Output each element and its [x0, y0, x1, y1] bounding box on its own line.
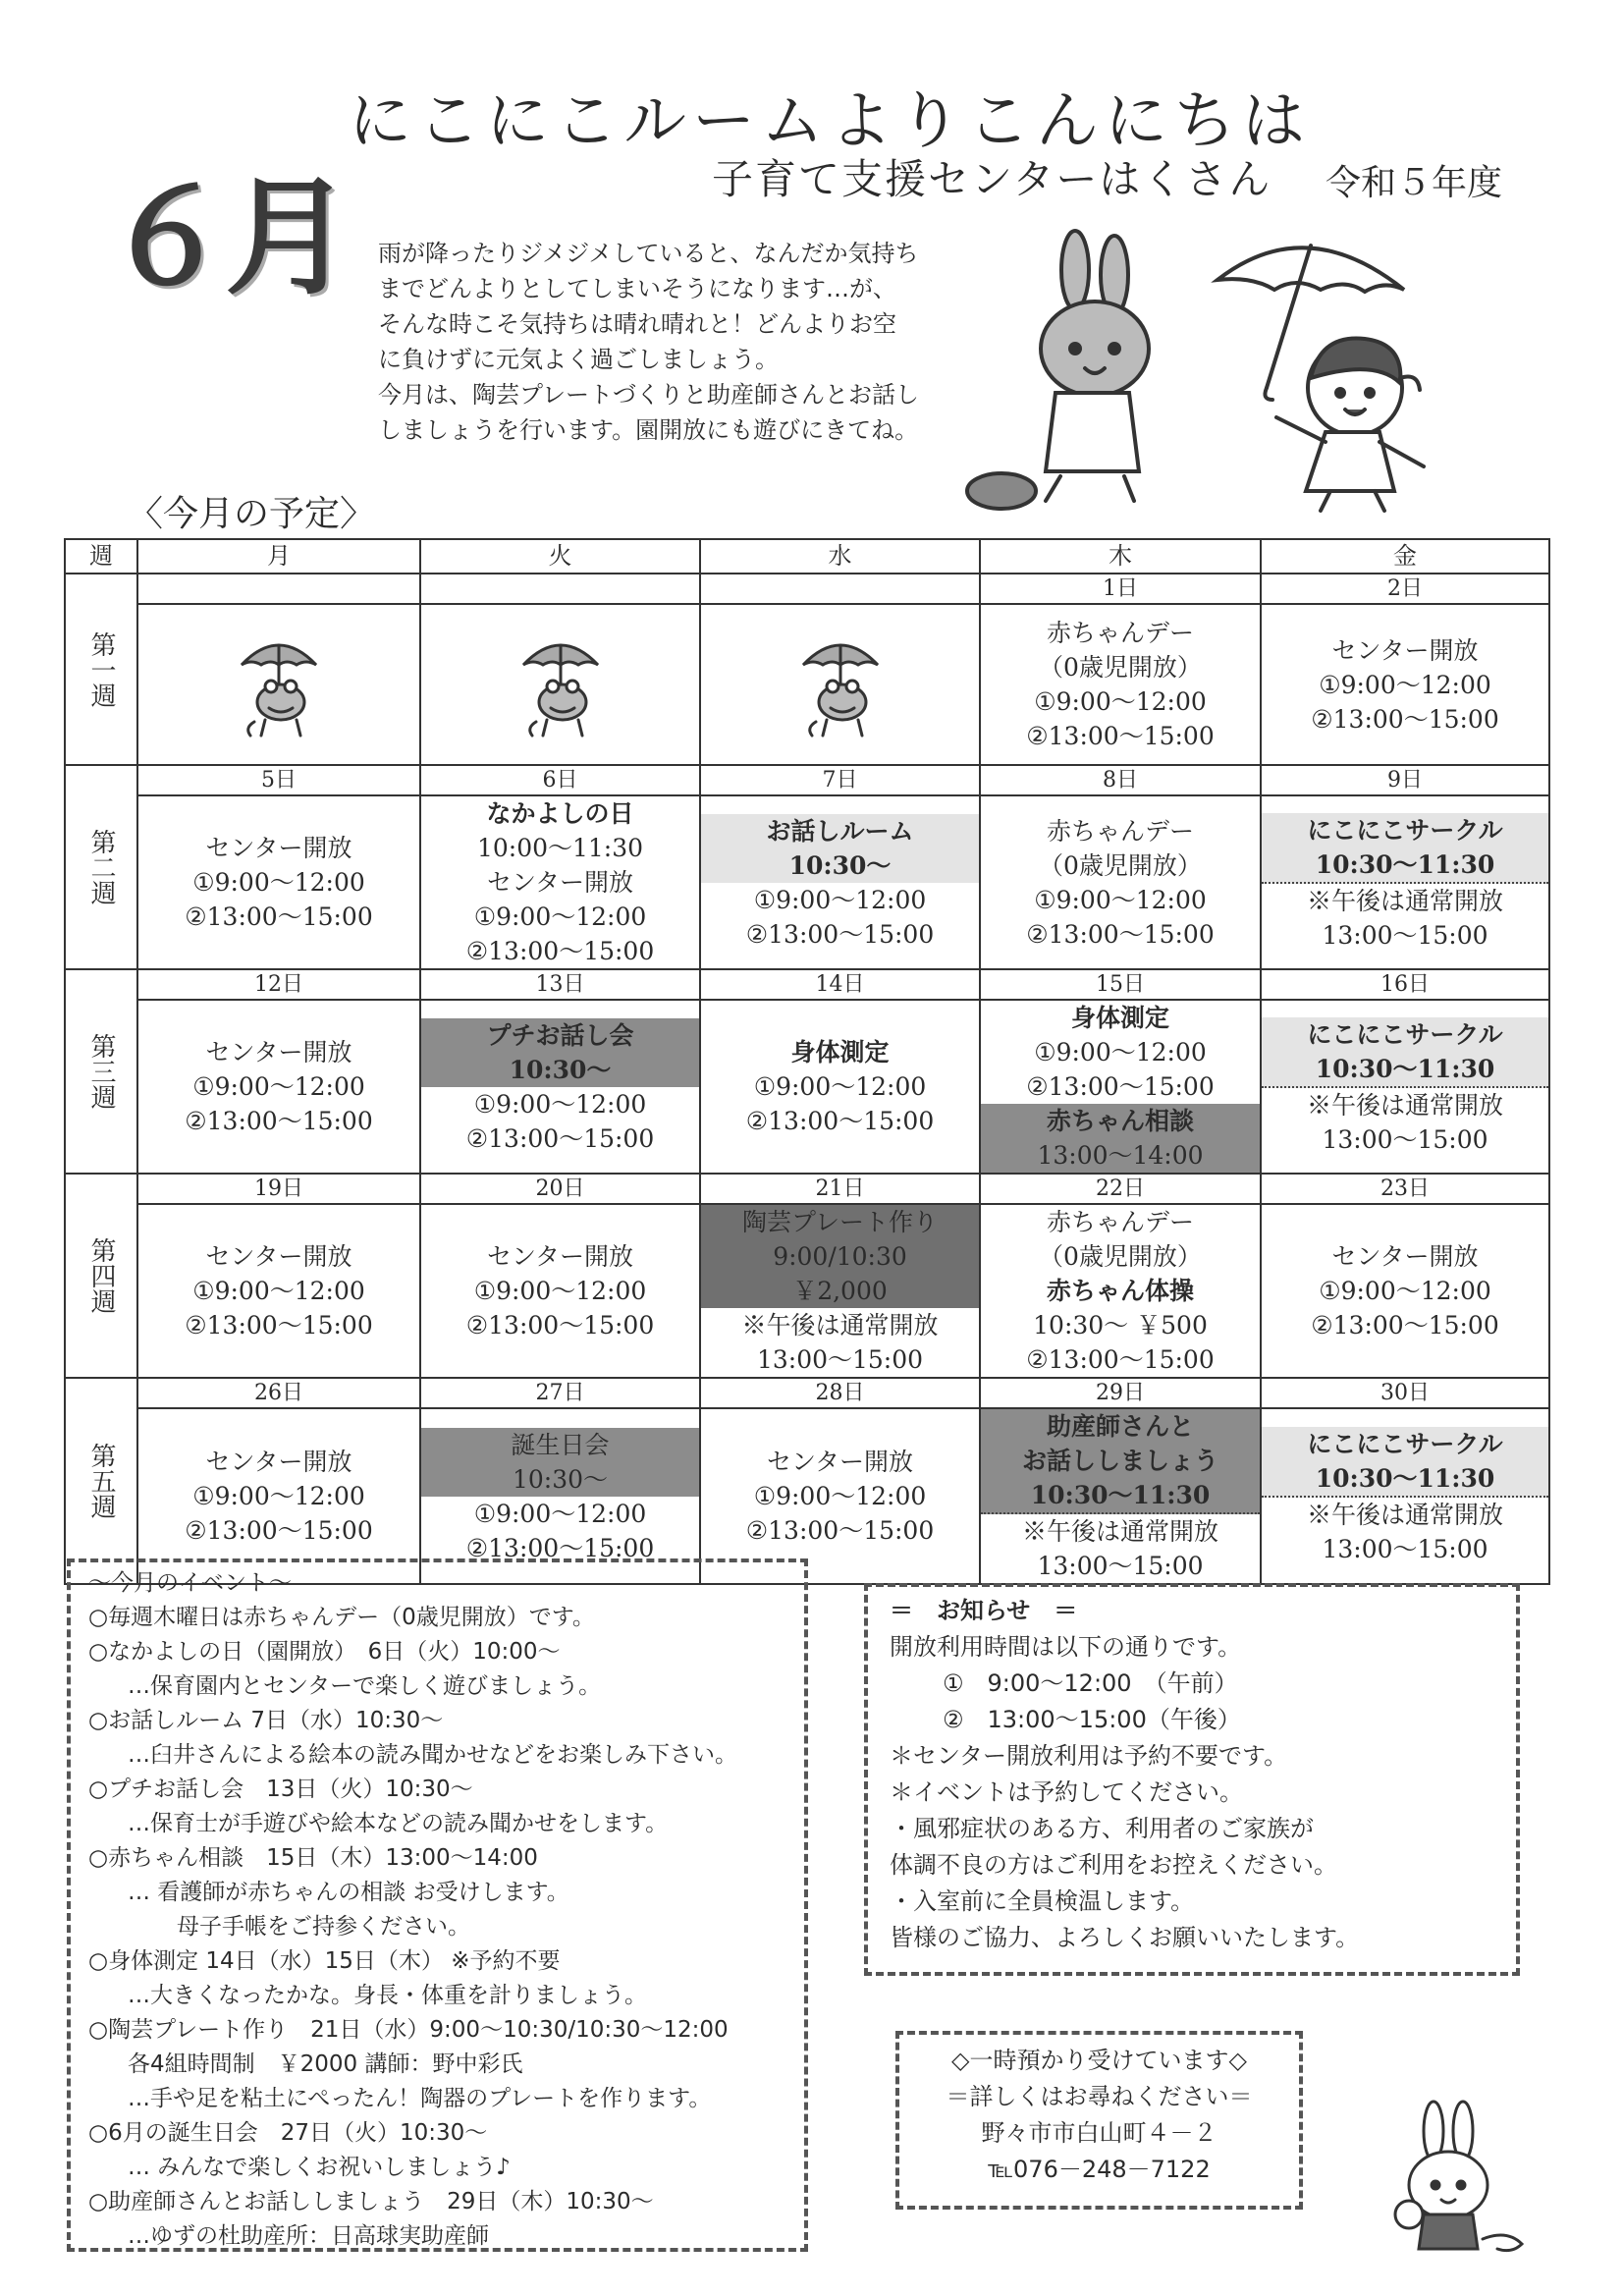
- contact-note: ＝詳しくはお尋ねください＝: [946, 2083, 1253, 2110]
- event-line: 母子手帳をご持参ください。: [177, 1914, 470, 1940]
- calendar-event-row: [65, 795, 1549, 969]
- cell-text: ①9:00～12:00: [192, 868, 365, 897]
- date-thu: 15日: [980, 969, 1261, 1000]
- day-cell-mon: [137, 795, 420, 969]
- event-line: …保育士が手遊びや絵本などの読み聞かせをします。: [128, 1811, 669, 1836]
- cell-text: にこにこサークル: [1262, 813, 1548, 847]
- day-cell-wed: [700, 795, 980, 969]
- cell-text: ①9:00～12:00: [473, 1499, 647, 1528]
- cell-text: ※午後は通常開放: [1306, 1500, 1503, 1529]
- cell-text: 赤ちゃんデー: [1046, 816, 1194, 846]
- date-thu: 29日: [980, 1378, 1261, 1408]
- cell-text: 誕生日会: [421, 1428, 699, 1462]
- childcare-title: ◇一時預かり受けています◇: [951, 2047, 1247, 2074]
- cell-text: ①9:00～12:00: [473, 902, 647, 931]
- day-cell-fri: [1261, 604, 1549, 765]
- cell-text: ②13:00～15:00: [465, 937, 655, 965]
- frog-umbrella-icon: [791, 626, 890, 743]
- date-fri: 2日: [1261, 574, 1549, 604]
- cell-text: センター開放: [205, 1448, 352, 1476]
- date-mon: 12日: [137, 969, 420, 1000]
- cell-text: 13:00～15:00: [756, 1345, 924, 1374]
- event-line: …手や足を粘土にぺったん！陶器のプレートを作ります。: [128, 2086, 712, 2111]
- cell-text: ※午後は通常開放: [1306, 886, 1503, 915]
- event-line: ○6月の誕生日会 27日（火）10:30～: [88, 2120, 488, 2146]
- notice-box: [864, 1583, 1520, 1976]
- day-cell-fri: [1261, 1000, 1549, 1174]
- calendar-date-row: [65, 574, 1549, 604]
- cell-text: ②13:00～15:00: [745, 919, 935, 949]
- cell-text: センター開放: [1331, 1242, 1479, 1271]
- cell-text: 9:00/10:30: [701, 1239, 979, 1274]
- cell-text: 10:30～11:30: [1262, 847, 1548, 884]
- date-tue: 6日: [420, 765, 700, 795]
- cell-text: ②13:00～15:00: [465, 1311, 655, 1339]
- intro-line: までどんよりとしてしまいそうになります…が、: [378, 275, 896, 302]
- day-cell-tue: [420, 604, 700, 765]
- cell-text: 赤ちゃん体操: [1046, 1277, 1194, 1305]
- event-line: ○なかよしの日（園開放） 6日（火）10:00～: [88, 1639, 561, 1665]
- header-tue: 火: [420, 539, 700, 574]
- date-fri: 23日: [1261, 1174, 1549, 1204]
- cell-text: ※午後は通常開放: [741, 1311, 939, 1339]
- date-tue: 20日: [420, 1174, 700, 1204]
- date-mon: 5日: [137, 765, 420, 795]
- events-title: ～今月のイベント～: [88, 1570, 292, 1596]
- contact-address: 野々市市白山町４－２: [981, 2119, 1217, 2147]
- date-mon: [137, 574, 420, 604]
- event-line: ○お話しルーム 7日（水）10:30～: [88, 1708, 444, 1733]
- rabbit-child-umbrella-illustration: [943, 221, 1492, 516]
- day-cell-thu: [980, 1408, 1261, 1584]
- cell-text: 10:30～11:30: [1262, 1461, 1548, 1498]
- cell-text: 10:30～: [701, 848, 979, 883]
- cell-text: ①9:00～12:00: [1034, 885, 1207, 914]
- cell-text: 13:00～15:00: [1037, 1552, 1204, 1580]
- notice-line: ① 9:00～12:00 （午前）: [943, 1669, 1238, 1697]
- event-line: ○身体測定 14日（水）15日（木） ※予約不要: [88, 1948, 561, 1974]
- cell-text: ①9:00～12:00: [753, 1072, 927, 1101]
- cell-text: ②13:00～15:00: [185, 1516, 373, 1545]
- day-cell-wed: [700, 1204, 980, 1378]
- cell-text: ②13:00～15:00: [185, 1107, 373, 1135]
- cell-text: 13:00～15:00: [1322, 1124, 1488, 1154]
- cell-text: （0歳児開放）: [1039, 1242, 1202, 1271]
- date-fri: 30日: [1261, 1378, 1549, 1408]
- notice-line: 体調不良の方はご利用をお控えください。: [890, 1851, 1337, 1879]
- date-fri: 16日: [1261, 969, 1549, 1000]
- event-line: ○毎週木曜日は赤ちゃんデー（0歳児開放）です。: [88, 1605, 595, 1630]
- date-thu: 8日: [980, 765, 1261, 795]
- day-cell-fri: [1261, 1204, 1549, 1378]
- event-line: ○陶芸プレート作り 21日（水）9:00～10:30/10:30～12:00: [88, 2017, 729, 2043]
- notice-line: 開放利用時間は以下の通りです。: [890, 1633, 1242, 1661]
- cell-text: センター開放: [486, 1242, 633, 1271]
- date-mon: 26日: [137, 1378, 420, 1408]
- date-fri: 9日: [1261, 765, 1549, 795]
- day-cell-mon: [137, 1000, 420, 1174]
- event-line: ○赤ちゃん相談 15日（木）13:00～14:00: [88, 1845, 538, 1871]
- cell-text: センター開放: [205, 834, 352, 862]
- events-box: [67, 1558, 808, 2252]
- date-tue: 27日: [420, 1378, 700, 1408]
- cell-text: 10:30～ ￥500: [1033, 1311, 1208, 1339]
- cell-text: 13:00～14:00: [981, 1138, 1260, 1173]
- cell-text: ②13:00～15:00: [1311, 1311, 1499, 1339]
- event-line: 各4組時間制 ￥2000 講師：野中彩氏: [128, 2051, 523, 2077]
- cell-text: センター開放: [205, 1242, 352, 1271]
- contact-box: [895, 2031, 1303, 2210]
- cell-text: ②13:00～15:00: [745, 1516, 935, 1545]
- cell-text: ※午後は通常開放: [1306, 1090, 1503, 1120]
- date-tue: 13日: [420, 969, 700, 1000]
- calendar-date-row: [65, 1378, 1549, 1408]
- cell-text: 陶芸プレート作り: [701, 1205, 979, 1239]
- cell-text: ②13:00～15:00: [465, 1533, 655, 1562]
- cell-text: センター開放: [205, 1038, 352, 1066]
- cell-text: ①9:00～12:00: [753, 1482, 927, 1510]
- date-wed: 28日: [700, 1378, 980, 1408]
- cell-text: ②13:00～15:00: [745, 1107, 935, 1135]
- cell-text: ①9:00～12:00: [1034, 687, 1207, 716]
- notice-title: ＝ お知らせ ＝: [890, 1597, 1078, 1624]
- cell-text: ￥2,000: [701, 1274, 979, 1308]
- header-week: 週: [65, 539, 137, 574]
- cell-text: ②13:00～15:00: [1026, 722, 1215, 750]
- cell-text: ②13:00～15:00: [465, 1123, 655, 1153]
- event-line: …臼井さんによる絵本の読み聞かせなどをお楽しみ下さい。: [128, 1742, 737, 1768]
- rabbit-illustration: [1365, 2092, 1532, 2259]
- event-line: …保育園内とセンターで楽しく遊びましょう。: [128, 1673, 602, 1699]
- notice-line: ② 13:00～15:00（午後）: [943, 1706, 1241, 1733]
- week-label: 第四週: [65, 1174, 137, 1378]
- cell-text: （0歳児開放）: [1039, 653, 1202, 682]
- intro-line: そんな時こそ気持ちは晴れ晴れと！どんよりお空: [378, 310, 896, 338]
- day-cell-mon: [137, 604, 420, 765]
- notice-line: ・入室前に全員検温します。: [890, 1887, 1195, 1915]
- cell-text: 助産師さんと: [981, 1409, 1260, 1444]
- day-cell-tue: [420, 795, 700, 969]
- event-line: … 看護師が赤ちゃんの相談 お受けします。: [128, 1880, 569, 1905]
- calendar-event-row: [65, 1000, 1549, 1174]
- day-cell-wed: [700, 1000, 980, 1174]
- cell-text: 身体測定: [1070, 1004, 1169, 1032]
- week-label: 第二週: [65, 765, 137, 969]
- cell-text: 身体測定: [790, 1038, 890, 1066]
- calendar-event-row: [65, 604, 1549, 765]
- cell-text: なかよしの日: [486, 799, 634, 828]
- notice-line: 皆様のご協力、よろしくお願いいたします。: [890, 1924, 1360, 1951]
- calendar-date-row: [65, 765, 1549, 795]
- event-line: … みんなで楽しくお祝いしましょう♪: [128, 2155, 511, 2180]
- week-label: 第五週: [65, 1378, 137, 1584]
- page-title: にこにこルームよりこんにちは: [349, 85, 1311, 158]
- calendar-header-row: [65, 539, 1549, 574]
- intro-text: [378, 236, 967, 448]
- frog-umbrella-icon: [230, 626, 328, 743]
- event-line: ○助産師さんとお話ししましょう 29日（木）10:30～: [88, 2189, 654, 2214]
- cell-text: お話ししましょう: [981, 1444, 1260, 1478]
- calendar-event-row: [65, 1204, 1549, 1378]
- intro-line: に負けずに元気よく過ごしましょう。: [378, 346, 779, 373]
- cell-text: センター開放: [486, 868, 633, 897]
- contact-phone: ℡076－248－7122: [988, 2156, 1211, 2183]
- date-mon: 19日: [137, 1174, 420, 1204]
- cell-text: 13:00～15:00: [1322, 1534, 1488, 1563]
- cell-text: 10:30～: [421, 1462, 699, 1497]
- date-wed: 14日: [700, 969, 980, 1000]
- cell-text: 赤ちゃん相談: [981, 1104, 1260, 1138]
- day-cell-fri: [1261, 795, 1549, 969]
- cell-text: （0歳児開放）: [1039, 850, 1202, 880]
- cell-text: ①9:00～12:00: [192, 1482, 365, 1510]
- month-badge: ６月: [103, 163, 348, 312]
- intro-line: 今月は、陶芸プレートづくりと助産師さんとお話し: [378, 381, 920, 409]
- date-wed: 7日: [700, 765, 980, 795]
- cell-text: ①9:00～12:00: [473, 1277, 647, 1305]
- calendar-date-row: [65, 969, 1549, 1000]
- schedule-label: 〈今月の予定〉: [128, 494, 376, 534]
- week-label: 第一週: [65, 574, 137, 765]
- date-thu: 22日: [980, 1174, 1261, 1204]
- day-cell-thu: [980, 795, 1261, 969]
- cell-text: センター開放: [766, 1448, 913, 1476]
- day-cell-fri: [1261, 1408, 1549, 1584]
- day-cell-thu: [980, 604, 1261, 765]
- cell-text: ①9:00～12:00: [1319, 1277, 1491, 1305]
- cell-text: ②13:00～15:00: [185, 902, 373, 931]
- cell-text: ①9:00～12:00: [192, 1277, 365, 1305]
- header-fri: 金: [1261, 539, 1549, 574]
- day-cell-thu: [980, 1000, 1261, 1174]
- header-thu: 木: [980, 539, 1261, 574]
- cell-text: にこにこサークル: [1262, 1427, 1548, 1461]
- cell-text: 10:00～11:30: [476, 834, 644, 862]
- monthly-calendar: [64, 538, 1550, 1585]
- cell-text: 10:30～11:30: [981, 1478, 1260, 1514]
- notice-line: ＊イベントは予約してください。: [890, 1778, 1243, 1806]
- center-name: 子育て支援センターはくさん: [712, 155, 1272, 203]
- cell-text: 13:00～15:00: [1322, 920, 1488, 950]
- cell-text: ①9:00～12:00: [1319, 670, 1491, 699]
- cell-text: お話しルーム: [701, 814, 979, 848]
- frog-umbrella-icon: [512, 626, 610, 743]
- cell-text: ②13:00～15:00: [1026, 919, 1215, 949]
- day-cell-mon: [137, 1204, 420, 1378]
- date-tue: [420, 574, 700, 604]
- header-mon: 月: [137, 539, 420, 574]
- day-cell-tue: [420, 1204, 700, 1378]
- cell-text: ②13:00～15:00: [1311, 704, 1499, 734]
- cell-text: ①9:00～12:00: [192, 1072, 365, 1101]
- day-cell-tue: [420, 1000, 700, 1174]
- cell-text: ②13:00～15:00: [1026, 1345, 1215, 1374]
- calendar-date-row: [65, 1174, 1549, 1204]
- event-line: ○プチお話し会 13日（火）10:30～: [88, 1777, 473, 1802]
- week-label: 第三週: [65, 969, 137, 1174]
- cell-text: 赤ちゃんデー: [1046, 1208, 1194, 1236]
- cell-text: 10:30～: [421, 1053, 699, 1087]
- header-wed: 水: [700, 539, 980, 574]
- event-line: …大きくなったかな。身長・体重を計りましょう。: [128, 1983, 647, 2008]
- intro-line: しましょうを行います。園開放にも遊びにきてね。: [378, 416, 919, 444]
- cell-text: 10:30～11:30: [1262, 1052, 1548, 1088]
- cell-text: にこにこサークル: [1262, 1017, 1548, 1052]
- date-wed: [700, 574, 980, 604]
- cell-text: ②13:00～15:00: [185, 1311, 373, 1339]
- day-cell-wed: [700, 604, 980, 765]
- cell-text: 赤ちゃんデー: [1046, 619, 1194, 647]
- cell-text: センター開放: [1331, 635, 1479, 665]
- cell-text: ①9:00～12:00: [753, 885, 927, 914]
- notice-line: ＊センター開放利用は予約不要です。: [890, 1742, 1288, 1770]
- cell-text: ※午後は通常開放: [1021, 1517, 1218, 1546]
- cell-text: プチお話し会: [421, 1018, 699, 1053]
- day-cell-thu: [980, 1204, 1261, 1378]
- date-thu: 1日: [980, 574, 1261, 604]
- cell-text: ①9:00～12:00: [1034, 1038, 1207, 1066]
- date-wed: 21日: [700, 1174, 980, 1204]
- cell-text: ①9:00～12:00: [473, 1089, 647, 1119]
- intro-line: 雨が降ったりジメジメしていると、なんだか気持ち: [378, 240, 919, 267]
- cell-text: ②13:00～15:00: [1026, 1072, 1215, 1101]
- notice-line: ・風邪症状のある方、利用者のご家族が: [890, 1815, 1314, 1842]
- fiscal-year: 令和５年度: [1325, 163, 1503, 203]
- event-line: …ゆずの杜助産所：日高球実助産師: [128, 2223, 489, 2249]
